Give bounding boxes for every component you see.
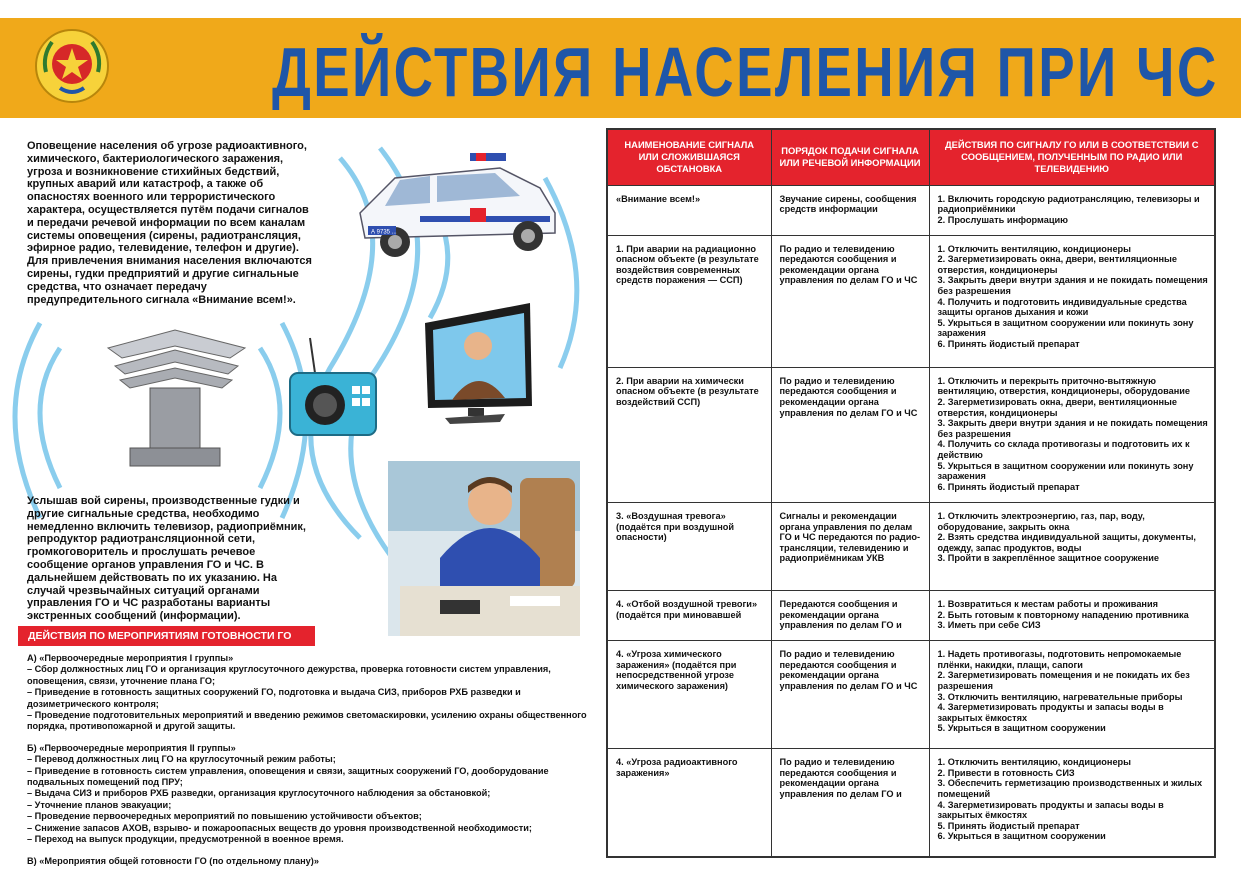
action-item: 4. Получить и подготовить индивидуальные средства защиты органов дыхания и кожи (937, 296, 1187, 318)
action-item: 3. Пройти в закреплённое защитное сооружение (937, 553, 1159, 564)
measure-line: – Проведение подготовительных мероприятий и введению режимов светомаскировки, усилению охраны общественного порядка, противопожарной и другой защиты. (27, 710, 587, 732)
cell-signal: 2. При аварии на химически опасном объекте (в результате воздействий ССП) (607, 367, 771, 502)
action-item: 5. Укрыться в защитном сооружении (937, 723, 1106, 734)
action-item: 1. Отключить вентиляцию, кондиционеры (937, 243, 1132, 254)
measure-line: – Выдача СИЗ и приборов РХБ разведки, организация круглосуточного наблюдения за обстановкой; (27, 788, 491, 799)
tv-icon (425, 303, 532, 424)
measure-line: В) «Мероприятия общей готовности ГО (по отдельному плану)» (27, 855, 319, 866)
cell-actions (929, 367, 1215, 502)
cell-order: Сигналы и рекомендации органа управления по делам ГО и ЧС передаются по радио- трансляции, телевидению и радиоприёмникам УКВ (771, 502, 929, 590)
action-item: 2. Прослушать информацию (937, 214, 1068, 225)
action-item: 3. Обеспечить герметизацию производственных и жилых помещений (937, 778, 1203, 800)
cell-signal: 3. «Воздушная тревога» (подаётся при воздушной опасности) (607, 502, 771, 590)
action-item: 1. Включить городскую радиотрансляцию, телевизоры и радиоприёмники (937, 193, 1200, 215)
action-item: 3. Отключить вентиляцию, нагревательные приборы (937, 691, 1183, 702)
cell-actions (929, 641, 1215, 749)
cell-order: По радио и телевидению передаются сообщения и рекомендации органа управления по делам ГО и ЧС (771, 367, 929, 502)
radio-icon (290, 338, 376, 435)
measures-list (27, 653, 587, 867)
cell-actions (929, 749, 1215, 857)
action-item: 2. Привести в готовность СИЗ (937, 767, 1075, 778)
table-row (607, 185, 1215, 235)
siren-instructions: Услышав вой сирены, производственные гудки и другие сигнальные средства, необходимо немедленно включить телевизор, радиоприёмник, репродуктор радиотрансляционной сети, громкоговоритель и прослушать речевое сообщение органов управления ГО и ЧС. В дальнейшем действовать по их указанию. На случай чрезвычайных ситуаций органами управления ГО и ЧС разработаны варианты экстренных сообщений (информации). (27, 495, 306, 623)
table-row (607, 367, 1215, 502)
cell-actions (929, 185, 1215, 235)
measure-line: Б) «Первоочередные мероприятия II группы» (27, 742, 236, 753)
table-row (607, 591, 1215, 641)
action-item: 6. Принять йодистый препарат (937, 481, 1080, 492)
measure-line: – Приведение в готовность защитных сооружений ГО, подготовка и выдача СИЗ, приборов РХБ разведки и дозиметрического контроля; (27, 687, 521, 709)
measure-line: – Уточнение планов эвакуации; (27, 799, 172, 810)
action-item: 2. Быть готовым к повторному нападению противника (937, 609, 1189, 620)
cell-order: По радио и телевидению передаются сообщения и рекомендации органа управления по делам ГО и ЧС (771, 235, 929, 367)
col-header-actions: ДЕЙСТВИЯ ПО СИГНАЛУ ГО ИЛИ В СООТВЕТСТВИИ С СООБЩЕНИЕМ, ПОЛУЧЕННЫМ ПО РАДИО ИЛИ ТЕЛЕВИДЕНИЮ (929, 129, 1215, 185)
signals-table (606, 128, 1216, 858)
table-row (607, 749, 1215, 857)
action-item: 2. Загерметизировать окна, двери, вентиляционные отверстия, кондиционеры (937, 396, 1178, 418)
action-item: 1. Надеть противогазы, подготовить непромокаемые плёнки, накидки, плащи, сапоги (937, 649, 1182, 670)
cell-order: По радио и телевидению передаются сообщения и рекомендации органа управления по делам ГО и (771, 749, 929, 857)
cell-order: Звучание сирены, сообщения средств информации (771, 185, 929, 235)
cell-signal: 4. «Угроза радиоактивного заражения» (607, 749, 771, 857)
action-item: 2. Загерметизировать помещения и не покидать их без разрешения (937, 670, 1190, 691)
action-item: 6. Принять йодистый препарат (937, 338, 1080, 349)
cell-signal: 4. «Отбой воздушной тревоги» (подаётся при миновавшей (607, 591, 771, 641)
cell-signal: «Внимание всем!» (607, 185, 771, 235)
intro-text: Оповещение населения об угрозе радиоактивного, химического, бактериологического заражения, угроза и возникновение стихийных бедствий, крупных аварий или катастроф, а также об опасностях военного или террористического характера, осуществляется путём подачи сигналов и передачи речевой информации по всем каналам системы оповещения (сирены, радиотрансляция, эфирное радио, телевидение, телефон и другие). Для привлечения внимания населения включаются сирены, гудки предприятий и другие сигнальные средства, что означает передачу предупредительного сигнала «Внимание всем!». (27, 140, 312, 306)
action-item: 3. Закрыть двери внутри здания и не покидать помещения без разрешения (937, 275, 1208, 296)
action-item: 3. Иметь при себе СИЗ (937, 620, 1041, 631)
col-header-signal: НАИМЕНОВАНИЕ СИГНАЛА ИЛИ СЛОЖИВШАЯСЯ ОБСТАНОВКА (607, 129, 771, 185)
action-item: 3. Закрыть двери внутри здания и не покидать помещения без разрешения (937, 418, 1208, 439)
action-item: 1. Отключить вентиляцию, кондиционеры (937, 757, 1132, 768)
cell-signal: 4. «Угроза химического заражения» (подаётся при непосредственной угрозе химического заражения) (607, 641, 771, 749)
measure-line: – Снижение запасов АХОВ, взрыво- и пожароопасных веществ до уровня производственной необходимости; (27, 822, 532, 833)
cell-order: По радио и телевидению передаются сообщения и рекомендации органа управления по делам ГО и ЧС (771, 641, 929, 749)
page-title: ДЕЙСТВИЯ НАСЕЛЕНИЯ ПРИ ЧС (272, 33, 1219, 111)
announcer-icon (388, 461, 580, 636)
measures-heading: ДЕЙСТВИЯ ПО МЕРОПРИЯТИЯМ ГОТОВНОСТИ ГО (18, 626, 315, 646)
police-car-icon (360, 153, 555, 257)
cell-actions (929, 502, 1215, 590)
measure-line: – Сбор должностных лиц ГО и организация круглосуточного дежурства, проверка готовности систем управления, оповещения, связи, уточнение плана ГО; (27, 664, 551, 686)
col-header-order: ПОРЯДОК ПОДАЧИ СИГНАЛА ИЛИ РЕЧЕВОЙ ИНФОРМАЦИИ (771, 129, 929, 185)
action-item: 2. Взять средства индивидуальной защиты, документы, одежду, запас продуктов, воды (937, 532, 1196, 553)
measure-line: – Переход на выпуск продукции, предусмотренной в военное время. (27, 834, 344, 845)
action-item: 4. Загерметизировать продукты и запасы воды в закрытых ёмкостях (937, 799, 1164, 821)
table-row (607, 641, 1215, 749)
header-band (0, 18, 1241, 118)
action-item: 1. Возвратиться к местам работы и проживания (937, 599, 1158, 610)
action-item: 6. Укрыться в защитном сооружении (937, 831, 1106, 842)
cell-signal: 1. При аварии на радиационно опасном объекте (в результате воздействия современных средств поражения — ССП) (607, 235, 771, 367)
car-plate: А 9735 ... (371, 229, 397, 236)
action-item: 5. Принять йодистый препарат (937, 820, 1080, 831)
measure-line: – Перевод должностных лиц ГО на круглосуточный режим работы; (27, 754, 336, 765)
action-item: 1. Отключить электроэнергию, газ, пар, воду, оборудование, закрыть окна (937, 510, 1145, 532)
mchs-emblem-icon (32, 26, 112, 106)
action-item: 5. Укрыться в защитном сооружении или покинуть зону заражения (937, 460, 1194, 482)
cell-order: Передаются сообщения и рекомендации органа управления по делам ГО и (771, 591, 929, 641)
table-row (607, 502, 1215, 590)
action-item: 4. Получить со склада противогазы и подготовить их к действию (937, 439, 1190, 460)
action-item: 1. Отключить и перекрыть приточно-вытяжную вентиляцию, отверстия, кондиционеры, оборудование (937, 375, 1191, 397)
action-item: 4. Загерметизировать продукты и запасы воды в закрытых ёмкостях (937, 702, 1164, 723)
table-row (607, 235, 1215, 367)
action-item: 5. Укрыться в защитном сооружении или покинуть зону заражения (937, 317, 1194, 339)
measure-line: – Приведение в готовность систем управления, оповещения и связи, защитных сооружений ГО, дооборудование подвальных помещений под ПРУ; (27, 765, 549, 788)
measure-line: – Проведение первоочередных мероприятий по повышению устойчивости объектов; (27, 811, 422, 822)
action-item: 2. Загерметизировать окна, двери, вентиляционные отверстия, кондиционеры (937, 254, 1178, 275)
measure-line: А) «Первоочередные мероприятия I группы» (27, 653, 234, 663)
cell-actions (929, 591, 1215, 641)
cell-actions (929, 235, 1215, 367)
siren-icon (108, 330, 245, 466)
table-header-row (607, 129, 1215, 185)
